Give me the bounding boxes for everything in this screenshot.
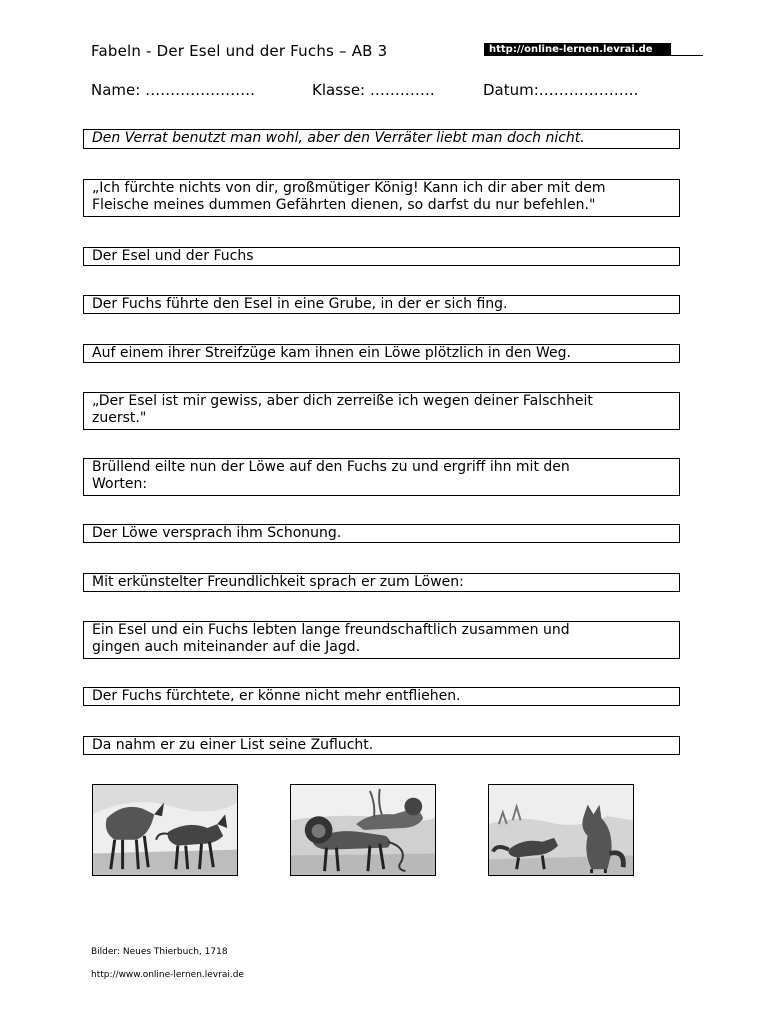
image-credit: Bilder: Neues Thierbuch, 1718: [91, 947, 228, 957]
text-box-moral: Den Verrat benutzt man wohl, aber den Verräter liebt man doch nicht.: [83, 129, 680, 149]
illustration-donkey-fox: [92, 784, 238, 876]
text-box-lion-attacks: Brüllend eilte nun der Löwe auf den Fuchs zu und ergriff ihn mit den Worten:: [83, 458, 680, 496]
text-box-ruse: Da nahm er zu einer List seine Zuflucht.: [83, 736, 680, 755]
website-badge[interactable]: http://online-lernen.levrai.de: [484, 43, 671, 56]
name-field: Name: ………………….: [91, 81, 255, 99]
illustration-lions: [290, 784, 436, 876]
footer-url[interactable]: http://www.online-lernen.levrai.de: [91, 970, 244, 980]
klasse-field: Klasse: ………….: [312, 81, 435, 99]
text-box-friendliness: Mit erkünstelter Freundlichkeit sprach er zum Löwen:: [83, 573, 680, 592]
text-box-lion-appears: Auf einem ihrer Streifzüge kam ihnen ein Löwe plötzlich in den Weg.: [83, 344, 680, 363]
text-box-fear: Der Fuchs fürchtete, er könne nicht mehr entfliehen.: [83, 687, 680, 706]
badge-underline: [671, 55, 703, 56]
illustration-foxes: [488, 784, 634, 876]
text-box-friends: Ein Esel und ein Fuchs lebten lange freundschaftlich zusammen und gingen auch miteinander auf die Jagd.: [83, 621, 680, 659]
text-box-promise: Der Löwe versprach ihm Schonung.: [83, 524, 680, 543]
text-box-fox-speech: „Ich fürchte nichts von dir, großmütiger König! Kann ich dir aber mit dem Fleische meines dummen Gefährten dienen, so darfst du nur befehlen.": [83, 179, 680, 217]
text-box-title: Der Esel und der Fuchs: [83, 247, 680, 266]
text-box-lion-speech: „Der Esel ist mir gewiss, aber dich zerreiße ich wegen deiner Falschheit zuerst.": [83, 392, 680, 430]
text-box-pit: Der Fuchs führte den Esel in eine Grube, in der er sich fing.: [83, 295, 680, 314]
worksheet-title: Fabeln - Der Esel und der Fuchs – AB 3: [91, 42, 388, 60]
datum-field: Datum:………………..: [483, 81, 639, 99]
